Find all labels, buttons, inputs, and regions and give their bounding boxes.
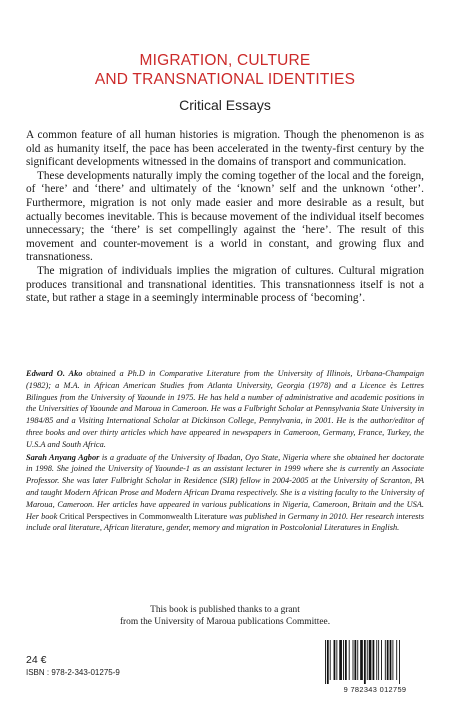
isbn: ISBN : 978-2-343-01275-9	[26, 668, 120, 677]
author-2-book-title: Critical Perspectives in Commonwealth Literature	[59, 511, 228, 521]
author-2-text-a: is a graduate of the University of Ibadan, Oyo State, Nigeria where she obtained her doctorate in 1998. She joined the University of Yaounde-1 as an assistant lecturer in 1999 where she is currently an Associate Professor. She was later Fulbright Scholar in Residence (SIR) fellow in 2004-2005 at the University of Scranton, PA and taught Modern African Prose and Modern African Drama respectively. She is a visiting faculty to the University of Maroua, Cameroon. Her articles have appeared in various publications in Nigeria, Cameroon, Britain and the USA. Her book	[26, 452, 424, 521]
author-bio-1	[26, 368, 424, 451]
author-bio-2	[26, 452, 424, 535]
grant-line-1: This book is published thanks to a grant	[150, 605, 300, 615]
blurb	[26, 129, 424, 306]
book-subtitle: Critical Essays	[179, 97, 271, 113]
book-title	[0, 51, 450, 89]
title-line-2: AND TRANSNATIONAL IDENTITIES	[94, 71, 356, 88]
author-1-name: Edward O. Ako	[26, 369, 83, 378]
author-bios	[26, 368, 424, 535]
blurb-paragraph-3: The migration of individuals implies the migration of cultures. Cultural migration produces transitional and transnational identities. This transnationness itself is not a state, but rather a stage in a seemingly interminable process of ‘becoming’.	[26, 264, 424, 305]
title-line-1: MIGRATION, CULTURE	[139, 52, 311, 69]
blurb-paragraph-1: A common feature of all human histories is migration. Though the phenomenon is as old as humanity itself, the pace has been accelerated in the twenty-first century by the significant developments witnessed in the domains of transport and communication.	[26, 129, 424, 169]
barcode-icon	[324, 640, 426, 684]
barcode-digits: 9 782343 012759	[343, 685, 407, 694]
price: 24 €	[26, 654, 47, 666]
blurb-paragraph-2: These developments naturally imply the coming together of the local and the foreign, of ‘here’ and ‘there’ and ultimately of the ‘known’ self and the unknown ‘other’. Furthermore, migration is not only made easier and more desirable as a result, but actually becomes inevitable. This is because movement of the individual itself becomes unnecessary; the ‘there’ is set compellingly against the ‘here’. The result of this movement and counter-movement is a world in constant, and growing flux and transnationess.	[26, 169, 424, 264]
grant-note	[0, 604, 450, 628]
grant-line-2: from the University of Maroua publications Committee.	[119, 617, 331, 627]
author-2-name: Sarah Anyang Agbor	[26, 452, 100, 462]
author-1-text: obtained a Ph.D in Comparative Literature from the University of Illinois, Urbana-Champaign (1982); a M.A. in African American Studies from Atlanta University, Georgia (1978) and a Licence ès Lettres Bilingues from the University of Yaounde in 1975. He has held a number of administrative and academic positions in the Universities of Yaounde and Maroua in Cameroon. He was a Fulbright Scholar at Pennsylvania State University in 1984/85 and a Visiting International Scholar at Dickinson College, Pennylvania, in 2001. He is the author/editor of three books and over thirty articles which have appeared in newspapers in Cameroon, Germany, France, Turkey, the U.S.A and South Africa.	[26, 369, 425, 449]
author-2-text-b: was published in Germany in 2010. Her research interests include oral literature, African literature, gender, memory and migration in Postcolonial Literatures in English.	[26, 511, 424, 533]
